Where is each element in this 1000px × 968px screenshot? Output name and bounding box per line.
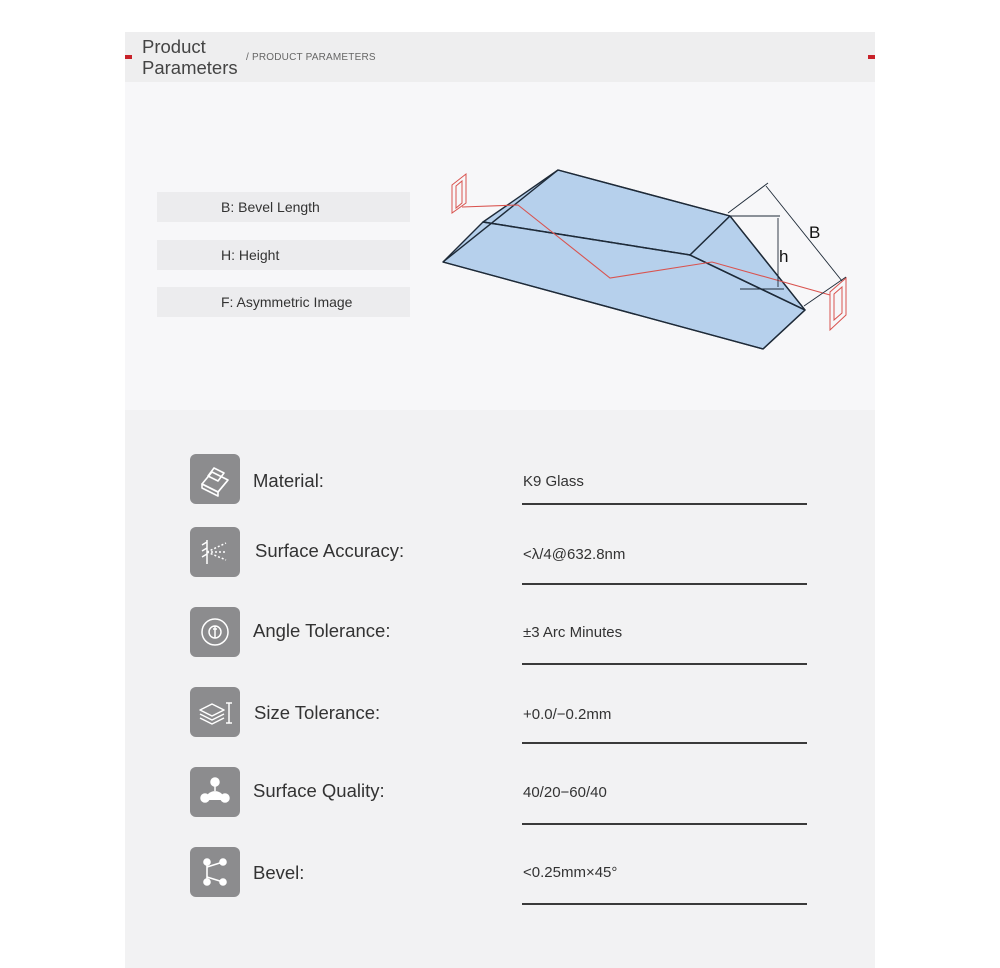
glass-blocks-icon xyxy=(190,454,240,504)
top-spacer xyxy=(125,0,875,32)
legend-label: F: Asymmetric Image xyxy=(221,294,353,310)
param-row-surface-quality xyxy=(125,767,875,827)
param-label: Bevel: xyxy=(253,862,305,883)
param-value: 40/20−60/40 xyxy=(523,784,607,801)
section-title xyxy=(142,36,252,78)
bevel-nodes-icon xyxy=(190,847,240,897)
header-accent-left xyxy=(125,55,132,59)
legend-item-height xyxy=(157,240,410,270)
legend-item-asymmetric xyxy=(157,287,410,317)
section-subtitle: / PRODUCT PARAMETERS xyxy=(246,52,376,63)
param-underline xyxy=(522,903,807,905)
param-underline xyxy=(522,583,807,585)
dimension-label-h: h xyxy=(779,247,789,266)
param-underline xyxy=(522,503,807,505)
param-value: <λ/4@632.8nm xyxy=(523,546,626,563)
legend-label: B: Bevel Length xyxy=(221,199,320,215)
circle-angle-icon xyxy=(190,607,240,657)
dimension-label-B: B xyxy=(809,223,821,242)
param-underline xyxy=(522,742,807,744)
quality-network-icon xyxy=(190,767,240,817)
param-underline xyxy=(522,663,807,665)
legend-item-bevel xyxy=(157,192,410,222)
param-row-material xyxy=(125,454,875,514)
header-accent-right xyxy=(868,55,875,59)
param-label: Angle Tolerance: xyxy=(253,620,391,641)
layered-size-icon xyxy=(190,687,240,737)
product-parameters-page xyxy=(125,0,875,968)
prism-diagram xyxy=(435,84,855,364)
param-value: <0.25mm×45° xyxy=(523,864,618,881)
param-label: Surface Accuracy: xyxy=(255,540,405,561)
param-row-bevel xyxy=(125,847,875,907)
param-label: Material: xyxy=(253,470,324,491)
param-value: +0.0/−0.2mm xyxy=(523,706,612,723)
param-row-angle-tolerance xyxy=(125,607,875,667)
param-row-surface-accuracy xyxy=(125,527,875,587)
legend-label: H: Height xyxy=(221,247,280,263)
param-value: K9 Glass xyxy=(523,473,584,490)
param-value: ±3 Arc Minutes xyxy=(523,624,623,641)
surface-reflection-icon xyxy=(190,527,240,577)
param-underline xyxy=(522,823,807,825)
param-row-size-tolerance xyxy=(125,687,875,747)
section-title-line2: Parameters xyxy=(142,57,238,78)
section-title-line1: Product xyxy=(142,36,206,57)
param-label: Surface Quality: xyxy=(253,780,385,801)
param-label: Size Tolerance: xyxy=(254,702,381,723)
